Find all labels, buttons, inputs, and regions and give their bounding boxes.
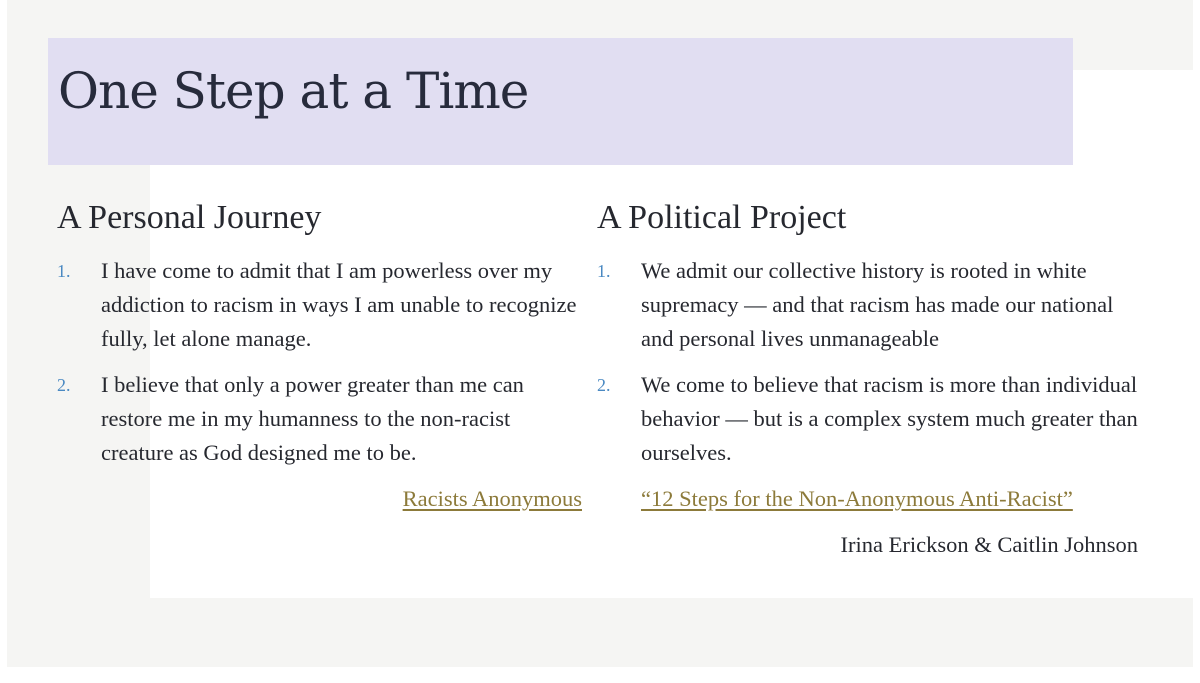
left-column-heading: A Personal Journey (57, 199, 322, 236)
list-item-text: We come to believe that racism is more than individual behavior — but is a complex system much greater than ourselves. (641, 372, 1138, 465)
left-column (57, 196, 582, 516)
list-item (597, 368, 1142, 470)
list-item (57, 254, 582, 356)
backdrop-edge-left (0, 0, 7, 683)
list-item-number: 1. (57, 261, 71, 281)
slide-title: One Step at a Time (58, 62, 529, 120)
list-item-number: 2. (597, 375, 611, 395)
right-source-row (597, 482, 1142, 516)
backdrop-edge-bottom (0, 667, 1200, 683)
list-item-number: 1. (597, 261, 611, 281)
list-item (57, 368, 582, 470)
left-source-row (57, 482, 582, 516)
racists-anonymous-link[interactable]: Racists Anonymous (402, 486, 582, 511)
list-item-text: I believe that only a power greater than me can restore me in my humanness to the non-racist creature as God designed me to be. (101, 372, 524, 465)
right-column (597, 196, 1142, 562)
right-column-heading: A Political Project (597, 199, 847, 236)
authors-credit: Irina Erickson & Caitlin Johnson (840, 532, 1138, 557)
right-steps-list (597, 254, 1142, 470)
list-item-text: We admit our collective history is rooted in white supremacy — and that racism has made our national and personal lives unmanageable (641, 258, 1114, 351)
list-item-number: 2. (57, 375, 71, 395)
list-item (597, 254, 1142, 356)
left-steps-list (57, 254, 582, 470)
backdrop-edge-right (1193, 0, 1200, 683)
list-item-text: I have come to admit that I am powerless over my addiction to racism in ways I am unable to recognize fully, let alone manage. (101, 258, 577, 351)
twelve-steps-link[interactable]: “12 Steps for the Non-Anonymous Anti-Racist” (641, 486, 1073, 511)
